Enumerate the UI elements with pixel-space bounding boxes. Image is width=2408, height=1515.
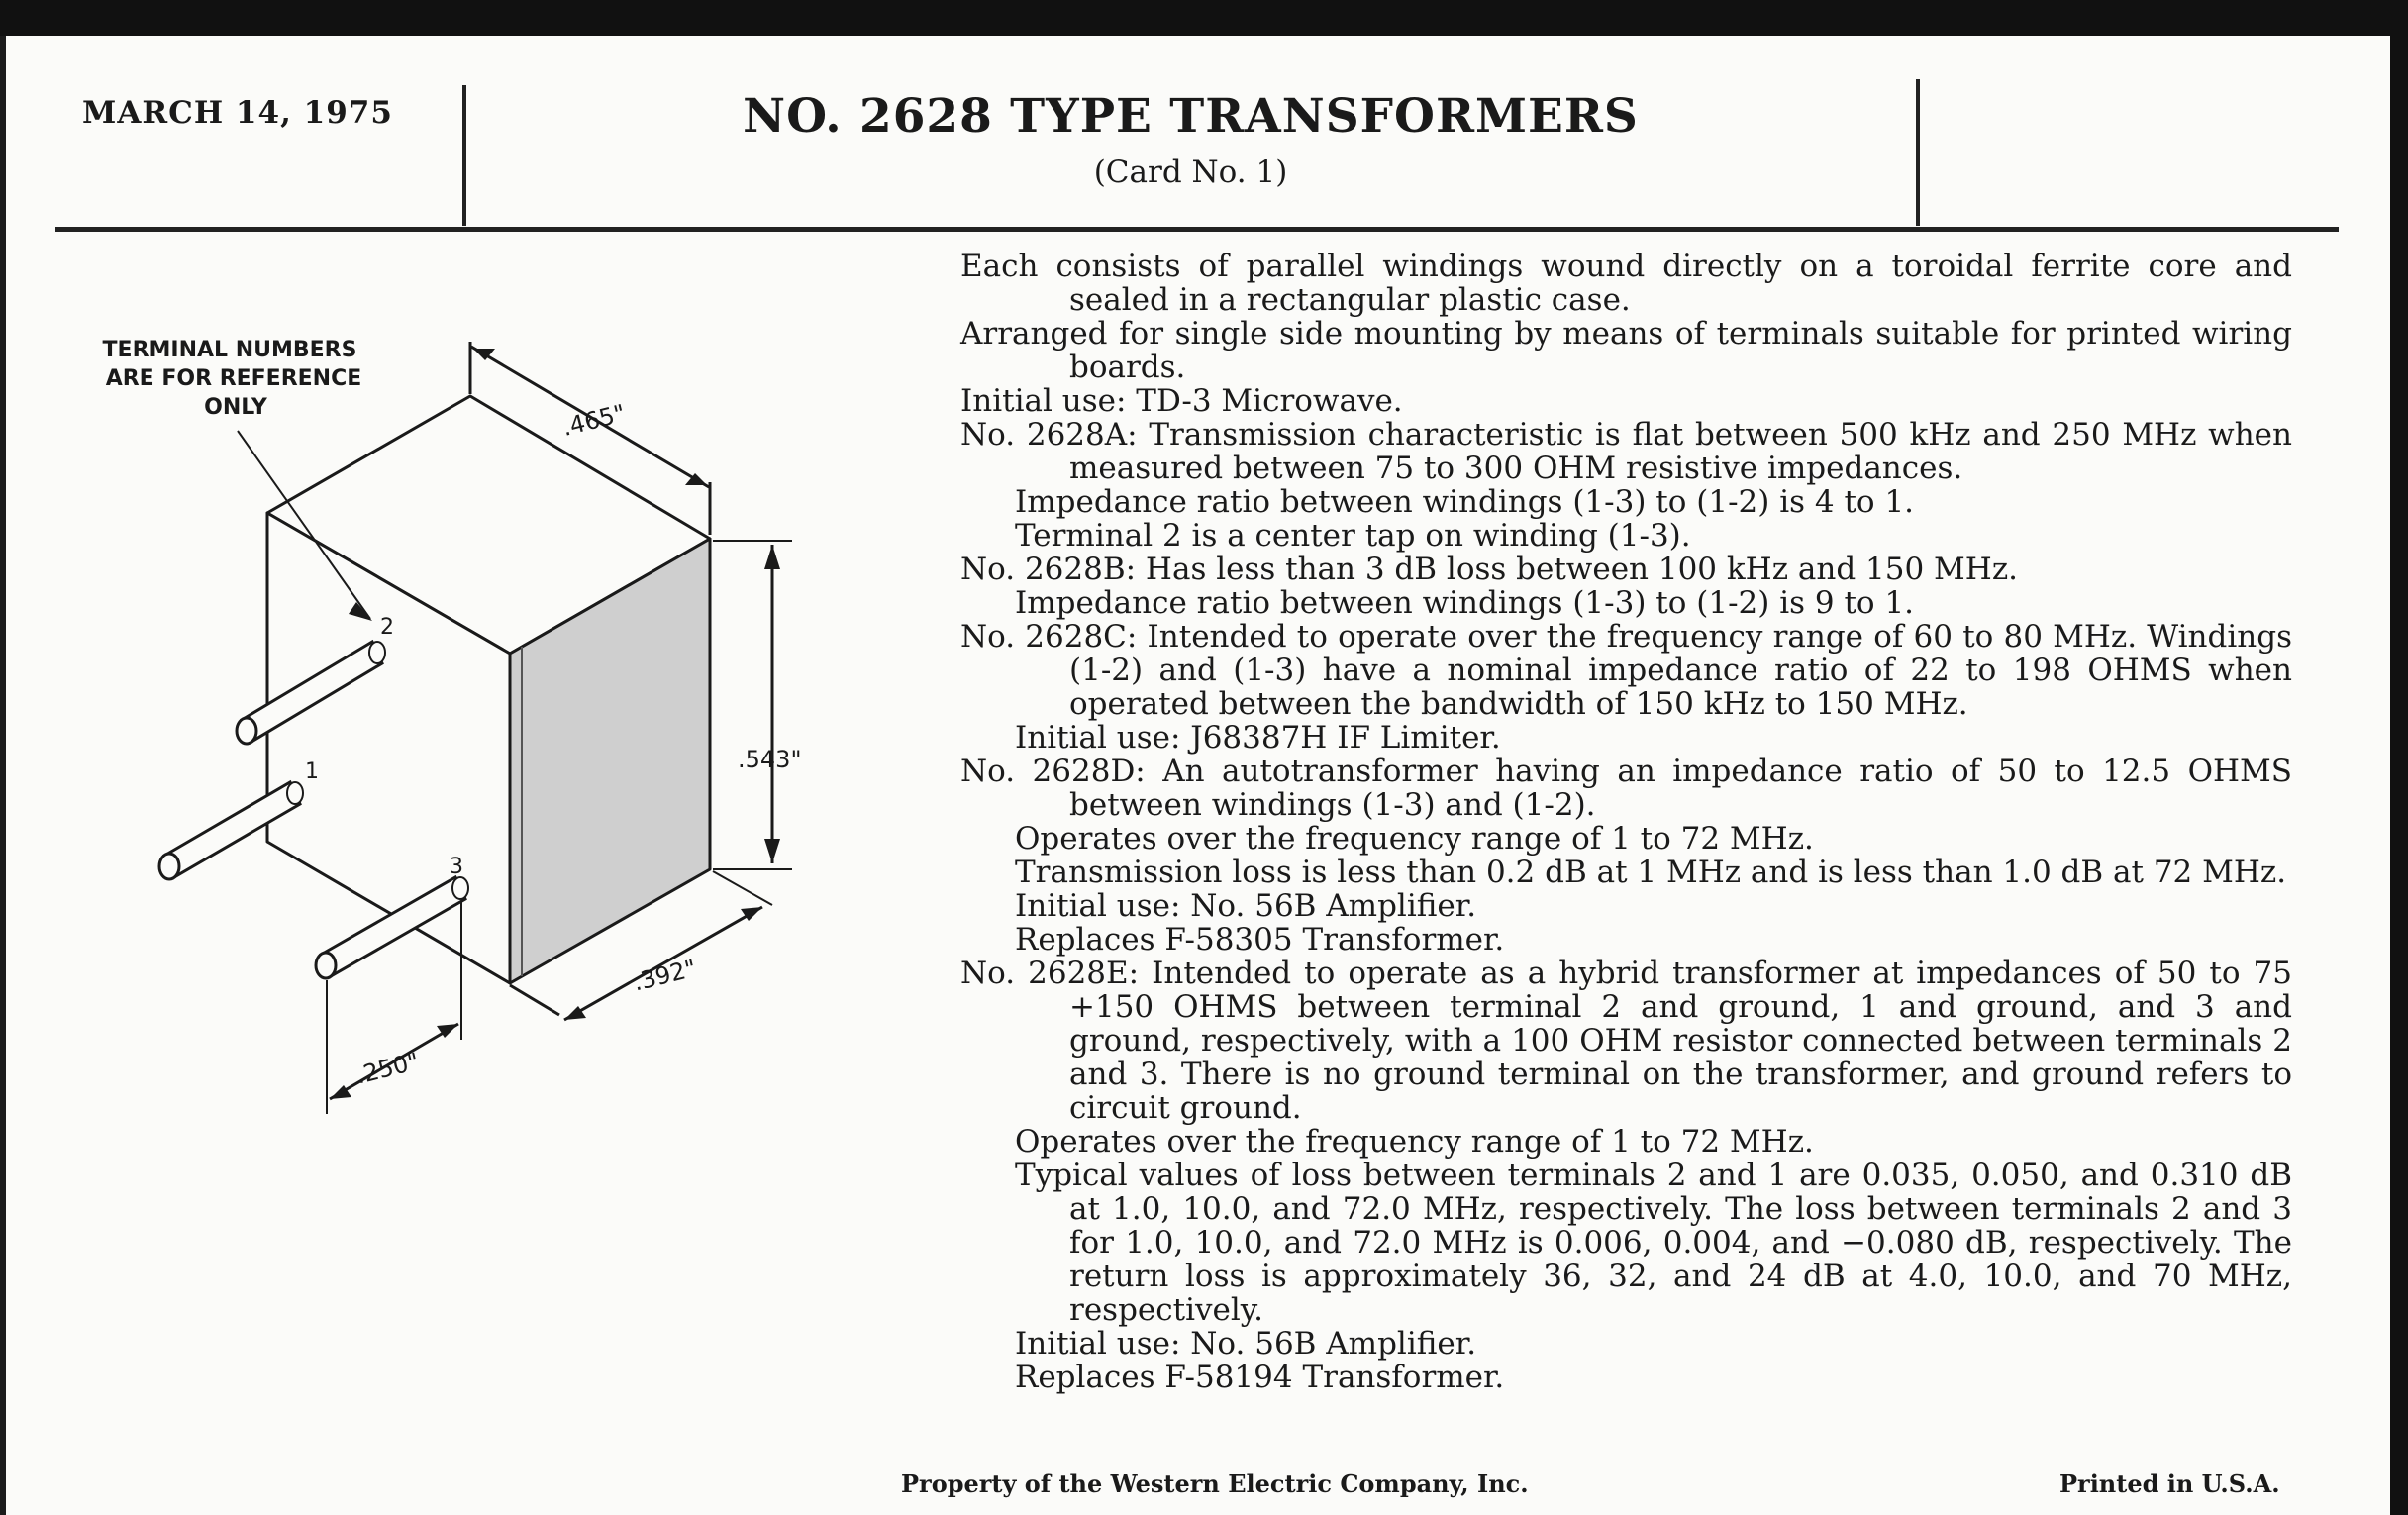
code-2628d-detail: Initial use: No. 56B Amplifier. (1015, 888, 1477, 924)
header-divider-right (1916, 79, 1920, 226)
card-title: NO. 2628 TYPE TRANSFORMERS (743, 89, 1639, 144)
code-2628d-detail: Transmission loss is less than 0.2 dB at 1 MHz and is less than 1.0 dB at 72 MHz. (1015, 855, 2287, 890)
reference-note-line2: ARE FOR REFERENCE (105, 366, 362, 391)
code-2628b-description: No. 2628B: Has less than 3 dB loss between 100 kHz and 150 MHz. (960, 552, 2019, 587)
code-2628c-description: No. 2628C: Intended to operate over the frequency range of 60 to 80 MHz. Windings (1-2) and (1-3) have a nominal impedance ratio of 22 to 198 OHMS when operated between the bandwidth of 150 kHz to 150 MHz. (960, 619, 2292, 722)
code-2628a-description: No. 2628A: Transmission characteristic is flat between 500 kHz and 250 MHz when measured between 75 to 300 OHM resistive impedances. (960, 417, 2292, 486)
description-body (960, 250, 2292, 1394)
code-2628d-detail: Replaces F-58305 Transformer. (1015, 922, 1505, 958)
card-date: MARCH 14, 1975 (82, 95, 393, 131)
description-paragraph: Arranged for single side mounting by means of terminals suitable for printed wiring boards. (960, 316, 2292, 385)
code-2628e-detail: Initial use: No. 56B Amplifier. (1015, 1326, 1477, 1362)
code-2628a-detail: Terminal 2 is a center tap on winding (1-3). (1015, 518, 1691, 554)
code-2628e-detail: Operates over the frequency range of 1 to 72 MHz. (1015, 1124, 1814, 1160)
code-2628c-detail: Initial use: J68387H IF Limiter. (1015, 720, 1501, 756)
initial-use-line: Initial use: TD-3 Microwave. (960, 383, 1403, 419)
terminal-label-3: 3 (450, 855, 463, 879)
scan-border-right (2390, 0, 2408, 1515)
transformer-diagram (0, 0, 951, 1149)
code-2628b-detail: Impedance ratio between windings (1-3) to (1-2) is 9 to 1. (1015, 585, 1915, 621)
code-2628e-detail: Replaces F-58194 Transformer. (1015, 1360, 1505, 1395)
dimension-height-label: .543" (738, 746, 802, 773)
terminal-label-1: 1 (305, 759, 319, 784)
code-2628e-detail: Typical values of loss between terminals 2 and 1 are 0.035, 0.050, and 0.310 dB at 1.0, 10.0, and 72.0 MHz, respectively. The loss between terminals 2 and 3 for 1.0, 10.0, and 72.0 MHz is 0.006, 0.004, and −0.080 dB, respectively. The return loss is approximately 36, 32, and 24 dB at 4.0, 10.0, and 70 MHz, respectively. (1015, 1158, 2292, 1328)
reference-note-line1: TERMINAL NUMBERS (102, 338, 357, 362)
code-2628a-detail: Impedance ratio between windings (1-3) to (1-2) is 4 to 1. (1015, 484, 1915, 520)
dimension-depth-label: .392" (630, 954, 700, 997)
code-2628e-description: No. 2628E: Intended to operate as a hybrid transformer at impedances of 50 to 75 +150 OHMS between terminal 2 and ground, 1 and ground, and 3 and ground, respectively, with a 100 OHM resistor connected between terminals 2 and 3. There is no ground terminal on the transformer, and ground refers to circuit ground. (960, 956, 2292, 1126)
reference-note-line3: ONLY (204, 395, 267, 420)
description-paragraph: Each consists of parallel windings wound directly on a toroidal ferrite core and sealed in a rectangular plastic case. (960, 249, 2292, 318)
code-2628d-description: No. 2628D: An autotransformer having an impedance ratio of 50 to 12.5 OHMS between windings (1-3) and (1-2). (960, 754, 2292, 823)
terminal-label-2: 2 (380, 615, 394, 640)
card-subtitle: (Card No. 1) (1093, 154, 1288, 190)
code-2628d-detail: Operates over the frequency range of 1 to 72 MHz. (1015, 821, 1814, 857)
footer-ownership: Property of the Western Electric Company, Inc. (901, 1469, 1529, 1498)
dimension-width-label: .465" (559, 399, 629, 442)
dimension-spacing-label: .250" (352, 1047, 423, 1090)
footer-printed: Printed in U.S.A. (2059, 1469, 2280, 1498)
